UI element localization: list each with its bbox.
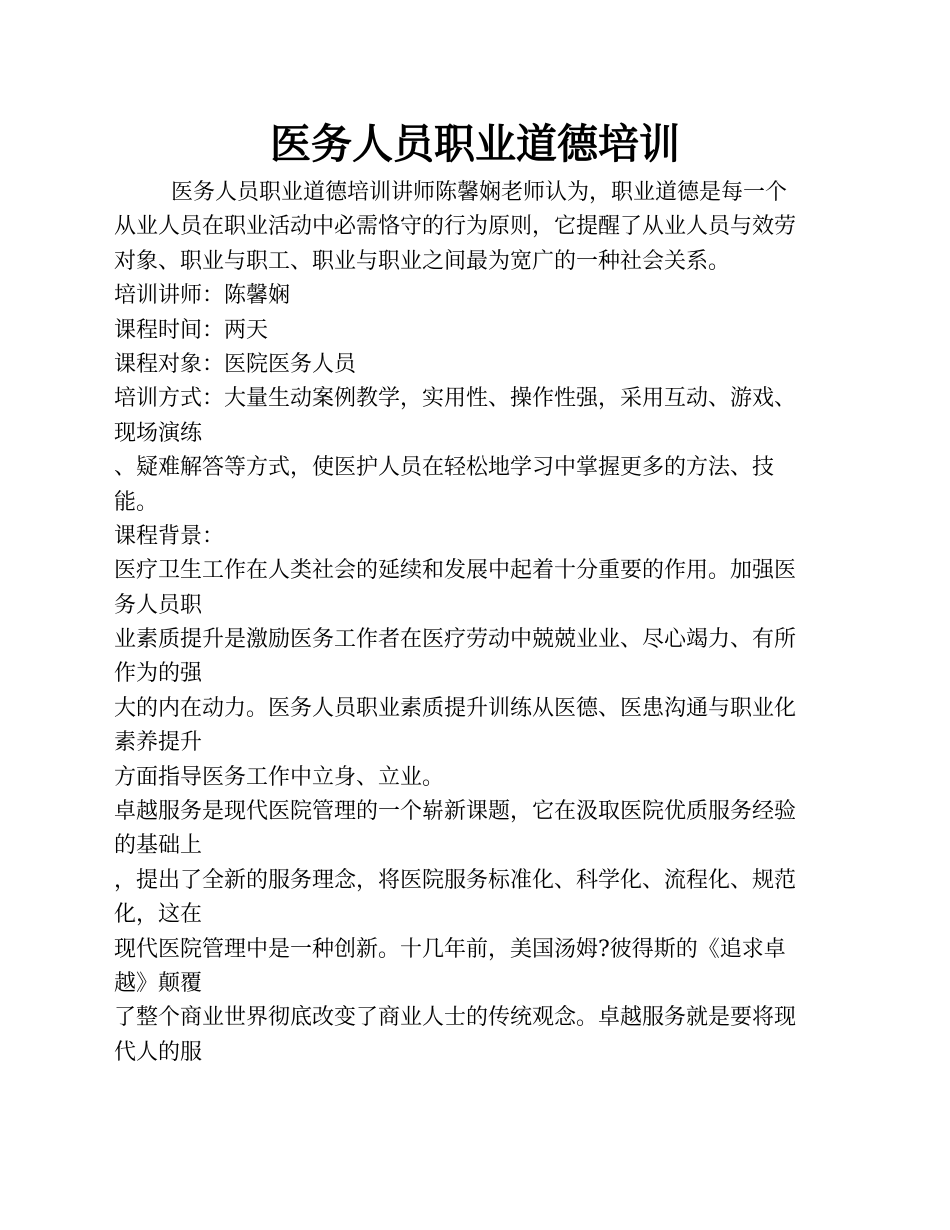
method-line: 能。 — [114, 489, 159, 515]
method-line: 培训方式：大量生动案例教学，实用性、操作性强，采用互动、游戏、 — [114, 386, 797, 412]
paragraph-line: 越》颠覆 — [114, 970, 203, 996]
method-line: 现场演练 — [114, 420, 203, 446]
paragraph-line: 医务人员职业道德培训讲师陈馨娴老师认为，职业道德是每一个 — [171, 180, 788, 205]
paragraph-line: 现代医院管理中是一种创新。十几年前，美国汤姆?彼得斯的《追求卓 — [114, 936, 786, 962]
paragraph-line: 了整个商业世界彻底改变了商业人士的传统观念。卓越服务就是要将现 — [114, 1005, 797, 1031]
paragraph-line: 对象、职业与职工、职业与职业之间最为宽广的一种社会关系。 — [114, 248, 731, 274]
paragraph-line: 的基础上 — [114, 833, 203, 859]
paragraph-line: 大的内在动力。医务人员职业素质提升训练从医德、医患沟通与职业化 — [114, 695, 797, 721]
paragraph-line: 化，这在 — [114, 902, 203, 928]
paragraph-line: 业素质提升是激励医务工作者在医疗劳动中兢兢业业、尽心竭力、有所 — [114, 627, 797, 653]
paragraph-line: 卓越服务是现代医院管理的一个崭新课题，它在汲取医院优质服务经验 — [114, 799, 797, 825]
paragraph-line: ，提出了全新的服务理念，将医院服务标准化、科学化、流程化、规范 — [114, 867, 797, 893]
paragraph-line: 方面指导医务工作中立身、立业。 — [114, 764, 445, 790]
paragraph-line: 医疗卫生工作在人类社会的延续和发展中起着十分重要的作用。加强医 — [114, 558, 797, 584]
background-heading: 课程背景： — [114, 523, 225, 549]
paragraph-line: 作为的强 — [114, 661, 203, 687]
paragraph-line: 从业人员在职业活动中必需恪守的行为原则，它提醒了从业人员与效劳 — [114, 214, 797, 240]
trainer-line: 培训讲师：陈馨娴 — [114, 283, 291, 309]
paragraph-line: 代人的服 — [114, 1039, 203, 1065]
audience-line: 课程对象：医院医务人员 — [114, 351, 357, 377]
document-title: 医务人员职业道德培训 — [270, 120, 680, 168]
paragraph-line: 务人员职 — [114, 592, 203, 618]
paragraph-line: 素养提升 — [114, 730, 203, 756]
document-body — [114, 176, 844, 1070]
duration-line: 课程时间：两天 — [114, 317, 269, 343]
method-line: 、疑难解答等方式，使医护人员在轻松地学习中掌握更多的方法、技 — [114, 455, 775, 481]
